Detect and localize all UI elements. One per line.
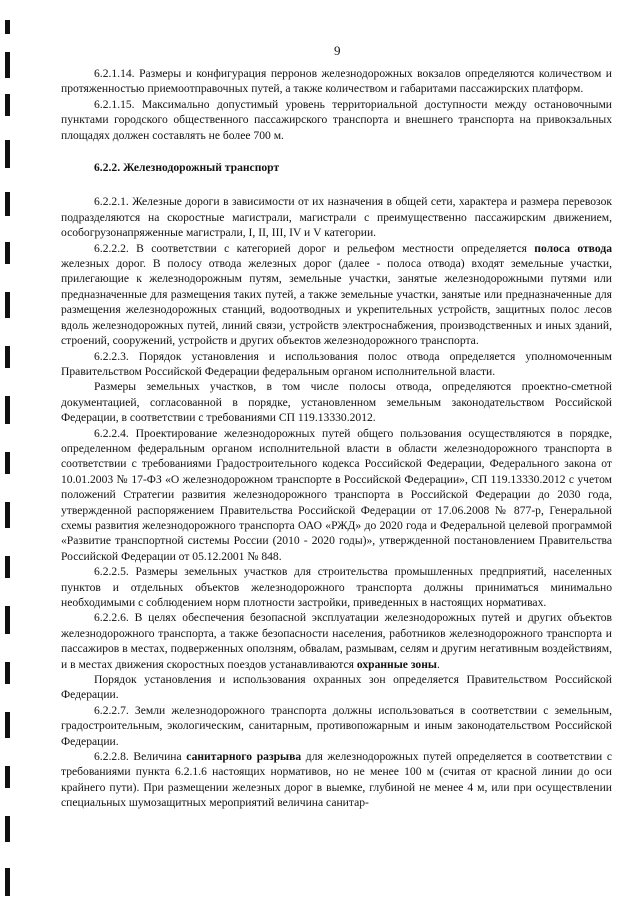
paragraph-p6226b — [61, 672, 612, 703]
page-number: 9 — [334, 43, 341, 58]
bold-term: санитарного разрыва — [186, 750, 302, 764]
document-body — [61, 66, 612, 811]
paragraph-text: 6.2.2.7. Земли железнодорожного транспорта должны использоваться в соответствии с земельным, градостроительным, экологическим, санитарным, противопожарным и иным законодательством Российской Федерации. — [61, 703, 612, 748]
binding-hole-marks — [0, 0, 20, 905]
bold-term: полоса отвода — [534, 241, 612, 255]
paragraph-text: железных дорог. В полосу отвода железных дорог (далее - полоса отвода) входят земельные участки, прилегающие к железнодорожным путям, земельные участки, занятые железнодорожными путями или предназначенные для размещения таких путей, а также земельные участки, занятые или предназначенные для размещения железнодорожных станций, водоотводных и укрепительных устройств, защитных полос лесов вдоль железнодорожных путей, линий связи, устройств электроснабжения, производственных и иных зданий, строений, сооружений, устройств и других объектов железнодорожного транспорта. — [61, 257, 612, 348]
paragraph-text: 6.2.2.2. В соответствии с категорией дорог и рельефом местности определяется — [94, 241, 535, 255]
paragraph-text: Размеры земельных участков, в том числе полосы отвода, определяются проектно-сметной документацией, согласованной в порядке, установленном земельным законодательством Российской Федерации, в соответствии с требованиями СП 119.13330.2012. — [61, 380, 612, 425]
bold-term: охранные зоны — [356, 657, 437, 671]
intro-paragraphs — [61, 66, 612, 143]
paragraph-p6221 — [61, 194, 612, 240]
section-heading: 6.2.2. Железнодорожный транспорт — [94, 161, 280, 175]
paragraph-p62114 — [61, 66, 612, 97]
paragraph-p62115 — [61, 97, 612, 143]
paragraph-text: 6.2.2.8. Величина — [94, 750, 187, 764]
paragraph-p6222 — [61, 241, 612, 349]
paragraph-text: . — [436, 657, 440, 671]
paragraph-p6224 — [61, 426, 612, 565]
paragraph-p6228 — [61, 749, 612, 811]
paragraph-text: 6.2.2.1. Железные дороги в зависимости от их назначения в общей сети, характера и размера перевозок подразделяются на скоростные магистрали, магистрали с преимущественно пассажирским движением, особогрузонапряженные магистрали, I, II, III, IV и V категории. — [61, 195, 612, 240]
paragraph-text: 6.2.1.14. Размеры и конфигурация перронов железнодорожных вокзалов определяются количеством и протяженностью приемоотправочных путей, а также количеством и габаритами пассажирских платформ. — [61, 67, 612, 96]
paragraph-text: 6.2.2.6. В целях обеспечения безопасной эксплуатации железнодорожных путей и других объектов железнодорожного транспорта, а также безопасности населения, работников железнодорожного транспорта и пассажиров в местах, подверженных оползням, обвалам, размывам, селям и другим негативным воздействиям, и в местах движения скоростных поездов устанавливаются — [61, 611, 612, 671]
paragraph-p6223 — [61, 349, 612, 380]
paragraph-text: для железнодорожных путей определяется в соответствии с требованиями пункта 6.2.1.6 настоящих нормативов, но не менее 100 м (считая от красной линии до оси крайнего пути). При размещении железных дорог в выемке, глубиной не менее 4 м, или при осуществлении специальных шумозащитных мероприятий величина санитар- — [61, 750, 613, 810]
section-paragraphs — [61, 194, 612, 810]
paragraph-p6227 — [61, 703, 612, 749]
paragraph-text: 6.2.2.5. Размеры земельных участков для строительства промышленных предприятий, населенных пунктов и отдельных объектов железнодорожного транспорта должны приниматься минимально необходимыми с соблюдением норм плотности застройки, приведенных в настоящих нормативах. — [61, 565, 612, 609]
paragraph-text: Порядок установления и использования охранных зон определяется Правительством Российской Федерации. — [61, 673, 612, 702]
paragraph-p6225 — [61, 564, 612, 610]
paragraph-text: 6.2.1.15. Максимально допустимый уровень территориальной доступности между остановочными пунктами городского общественного пассажирского транспорта и внешнего транспорта на привокзальных площадях должен составлять не более 700 м. — [61, 97, 612, 142]
paragraph-p6223b — [61, 379, 612, 425]
paragraph-p6226 — [61, 610, 612, 672]
paragraph-text: 6.2.2.4. Проектирование железнодорожных путей общего пользования осуществляются в порядке, определенном федеральным органом исполнительной власти в области железнодорожного транспорта в соответствии с требованиями Градостроительного кодекса Российской Федерации, Федерального закона от 10.01.2003 № 17-ФЗ «О железнодорожном транспорте в Российской Федерации», СП 119.13330.2012 с учетом положений Стратегии развития железнодорожного транспорта в Российской Федерации до 2030 года, утвержденной распоряжением Правительства Российской Федерации от 17.06.2008 № 877-р, Генеральной схемы развития железнодорожного транспорта ОАО «РЖД» до 2020 года и Федеральной целевой программой «Развитие транспортной системы России (2010 - 2020 годы)», утвержденной постановлением Правительства Российской Федерации от 05.12.2001 № 848. — [61, 426, 612, 563]
paragraph-text: 6.2.2.3. Порядок установления и использования полос отвода определяется уполномоченным Правительством Российской Федерации федеральным органом исполнительной власти. — [61, 349, 612, 378]
